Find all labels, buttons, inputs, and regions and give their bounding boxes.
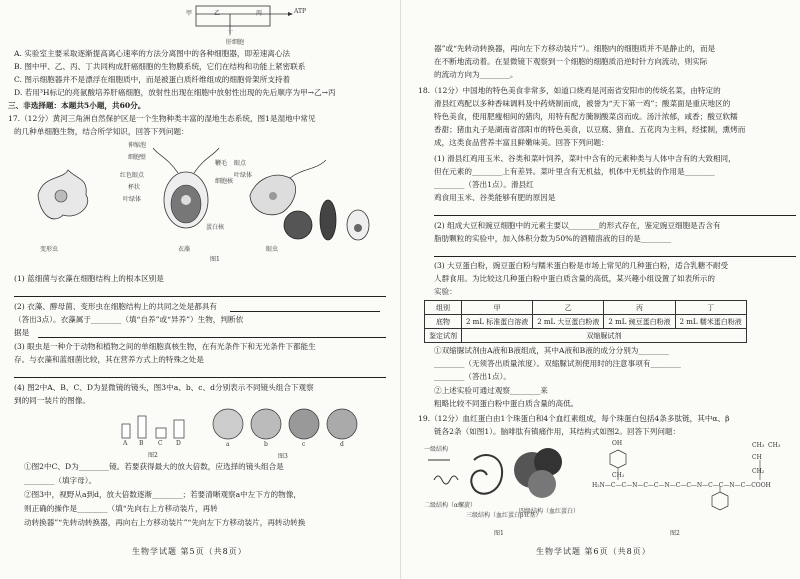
group-ch: CH: [752, 454, 762, 461]
left-footer: 生物学试题 第5页（共8页）: [132, 547, 247, 556]
lens-illustration: [118, 410, 198, 444]
q19-stem-1: 19.（12分）血红蛋白由1个珠蛋白和4个血红素组成，每个珠蛋白包括4条多肽链，其中α、β: [418, 414, 730, 423]
part-label-cell-wall: 细胞壁: [128, 154, 147, 161]
answer-blank-q18-2[interactable]: [434, 256, 796, 257]
paramecium-drawing: [320, 200, 336, 240]
amoeba-drawing: [38, 170, 88, 219]
view-label-a: a: [226, 441, 230, 448]
option-d: D. 若用³H标记的亮氨酸培养肝癌细胞，放射性出现在细胞中放射性出现的先后顺序为甲→乙→丙: [14, 88, 336, 97]
lens-label-d: D: [176, 440, 181, 447]
lens-label-b: B: [139, 440, 144, 447]
part-label-chloroplast: 叶绿体: [123, 196, 142, 203]
q18-stem-2: 滑县红鸡配以多种香味调料及中药烧制而成，被誉为“天下第一鸡”；酸菜面是重庆地区的: [434, 99, 731, 108]
page-fold: [400, 0, 401, 579]
lens-figure: [118, 410, 198, 458]
q17-2-c: 据是: [14, 328, 30, 337]
organelle-pathway-figure: [176, 4, 316, 46]
table-cell: 底物: [425, 315, 462, 329]
q17-3-b: 存。与衣藻和蓝细菌比较，其在营养方式上的特殊之处是: [14, 355, 204, 364]
q18-3-1c: ________（答出1点）。: [434, 372, 511, 381]
q18-1-b: 但在元素的________上有差异。菜叶里含有无机盐，机体中无机盐的作用是________: [434, 167, 715, 176]
q17-4-1b: ________（填字母）。: [24, 476, 97, 485]
organisms-illustration: [28, 140, 373, 252]
part-label-pyrenoid: 蛋白核: [206, 224, 225, 231]
table-cell: 丙: [604, 301, 675, 315]
table-row: [425, 315, 747, 329]
microscope-views-figure: [212, 406, 362, 458]
table-row: [425, 329, 747, 343]
table-cell: 2 mL 标准蛋白溶液: [462, 315, 533, 329]
view-label-d: d: [340, 441, 344, 448]
pathway-label-ding: 丁: [227, 30, 234, 37]
pathway-output: ATP: [294, 8, 307, 15]
left-page: [0, 0, 390, 579]
q18-1-d: 鸡食用玉米、谷类能够有肥的原因是: [434, 193, 556, 202]
q18-3-b: 人群食用。为比较这几种蛋白粉中蛋白质含量的高低，某兴趣小组设置了如表所示的: [434, 274, 715, 283]
group-ch2-b: CH₂: [752, 468, 765, 475]
q17-4-b: 到的同一装片的图像。: [14, 396, 90, 405]
right-footer: 生物学试题 第6页（共8页）: [536, 547, 651, 556]
table-cell: 甲: [462, 301, 533, 315]
group-ch3-a: CH₃: [752, 442, 765, 449]
organism-label-amoeba: 变形虫: [40, 246, 59, 253]
hb-label-secondary: 二级结构（α螺旋）: [424, 502, 477, 509]
views-illustration: [212, 406, 362, 444]
answer-blank-q17-1[interactable]: [14, 296, 386, 297]
q17-4-2c: 动转换器”“先转动转换器，再向右上方移动装片”“先向左下方移动装片，再转动转换: [24, 518, 306, 527]
chlamydomonas-drawing: [153, 148, 219, 228]
answer-blank-q18-1[interactable]: [434, 215, 796, 216]
table-cell: 组别: [425, 301, 462, 315]
q18-1-a: (1) 滑县红鸡用玉米、谷类和菜叶饲养，菜叶中含有的元素种类与人体中含有的大致相同，: [434, 154, 736, 163]
lens-label-a: A: [123, 440, 128, 447]
q18-3-2a: ②上述实验可通过观察________来: [434, 386, 548, 395]
organisms-figure: [28, 140, 373, 262]
q17-cont-1: 器”或“先转动转换器，再向左下方移动装片”）。细胞内的细胞质并不是静止的，而是: [434, 44, 716, 53]
q18-3-1b: ________（无须答出质量浓度）。双缩脲试剂使用时的注意事项有________: [434, 359, 681, 368]
table-cell: 2 mL 豌豆蛋白粉液: [604, 315, 675, 329]
table-cell: 2 mL 大豆蛋白粉液: [533, 315, 604, 329]
pathway-caption: 肝细胞: [226, 39, 245, 46]
quaternary-structure: [514, 448, 562, 498]
view-label-c: c: [302, 441, 306, 448]
q17-stem-1: 17.（12分）黄河三角洲自然保护区是一个生物种类丰富的湿地生态系统，图1是湿地中常见: [8, 114, 316, 123]
q17-2-b: （答出3点）。衣藻属于________（填“自养”或“异养”）生物，判断依: [14, 315, 244, 324]
cyanobacteria-drawing: [284, 211, 312, 239]
q18-stem-4: 香甜；猪血丸子是湖南省邵阳市的特色美食，以豆腐、猪血、五花肉为主料，经揉制，熏烤而: [434, 125, 746, 134]
q17-4-1a: ①图2中C、D为________镜。若要获得最大的放大倍数，应选择的镜头组合是: [24, 462, 284, 471]
view-label-b: b: [264, 441, 268, 448]
q18-2-a: (2) 组成大豆和豌豆细胞中的元素主要以________的形式存在，鉴定豌豆细胞是否含有: [434, 221, 721, 230]
q19-stem-2: 链各2条（如图1）。脑啡肽有镇痛作用，其结构式如图2。回答下列问题：: [434, 427, 681, 436]
table-cell: 2 mL 糯米蛋白粉液: [675, 315, 746, 329]
q17-4-a: (4) 图2中A、B、C、D为显微镜的镜头，图3中a、b、c、d分别表示不同镜头组合下观察: [14, 383, 314, 392]
figure2-caption: 图2: [148, 452, 158, 459]
q18-3-1a: ①双缩脲试剂由A液和B液组成，其中A液和B液的成分分别为________: [434, 346, 669, 355]
part-label-flagellum: 鞭毛: [215, 160, 228, 167]
enkephalin-figure: [590, 440, 795, 540]
yeast-drawing: [347, 210, 369, 240]
pathway-label-bing: 丙: [256, 10, 263, 17]
answer-blank-q17-2c[interactable]: [38, 337, 386, 338]
pathway-label-jia: 甲: [186, 10, 193, 17]
experiment-table: [424, 300, 747, 343]
q17-stem-2: 的几种单细胞生物，结合所学知识，回答下列问题：: [14, 127, 189, 136]
group-oh: OH: [612, 440, 623, 447]
organism-label-chlamydomonas: 衣藻: [178, 246, 191, 253]
enkephalin-structure: [590, 440, 795, 520]
q18-3-2b: 粗略比较不同蛋白粉中蛋白质含量的高低。: [434, 399, 579, 408]
pathway-label-yi: 乙: [214, 10, 221, 17]
q18-3-c: 实验：: [434, 287, 457, 296]
table-cell: 乙: [533, 301, 604, 315]
q17-3-a: (3) 眼虫是一种介于动物和植物之间的单细胞真核生物，在有光条件下和无光条件下都能生: [14, 342, 316, 351]
q17-4-2a: ②图3中，视野从a到d，放大倍数逐渐________；若要清晰观察a中左下方的物像，: [24, 490, 301, 499]
part-label-cup-shaped: 杯状: [128, 184, 141, 191]
euglena-drawing: [250, 160, 326, 215]
answer-blank-q17-3[interactable]: [14, 377, 386, 378]
hb-label-quaternary: 四级结构（血红蛋白）: [519, 508, 580, 515]
part-label-chloroplast-euglena: 叶绿体: [234, 172, 253, 179]
table-cell: 丁: [675, 301, 746, 315]
q18-3-a: (3) 大豆蛋白粉，豌豆蛋白粉与糯米蛋白粉是市场上常见的几种蛋白粉，适合乳糖不耐受: [434, 261, 729, 270]
option-b: B. 图中甲、乙、丙、丁共同构成肝癌细胞的生物膜系统，它们在结构和功能上紧密联系: [14, 62, 306, 71]
hb-label-tertiary: 三级结构（血红蛋白β亚基）: [466, 512, 542, 519]
table-header-row: [425, 301, 747, 315]
part-label-nucleus: 细胞核: [215, 178, 234, 185]
option-a: A. 实验室主要采取逐渐提高离心速率的方法分离图中的各种细胞器，即差速离心法: [14, 49, 291, 58]
part-label-eyespot-euglena: 眼点: [234, 160, 247, 167]
peptide-backbone: H₂N—C—C—N—C—C—N—C—C—N—C—C—N—C—COOH: [592, 482, 771, 489]
q17-4-2b: 则正确的操作是________（填“先向右上方移动装片，再转: [24, 504, 218, 513]
organism-label-euglena: 眼虫: [266, 246, 279, 253]
right-page: [410, 0, 800, 579]
q18-stem-3: 特色美食，使用肥瘦相间的猪肉，用特有配方腌制酸菜卤而成。汤汁浓郁，咸香；酸豆软糯: [434, 112, 738, 121]
q17-1: (1) 蓝细菌与衣藻在细胞结构上的根本区别是: [14, 274, 164, 283]
hb-label-primary: 一级结构: [424, 446, 449, 453]
part-label-contractile-vacuole: 伸缩泡: [128, 142, 147, 149]
table-cell: 鉴定试剂: [425, 329, 462, 343]
q17-cont-3: 的流动方向为________。: [434, 70, 518, 79]
section-heading: 三、非选择题：本题共5小题，共60分。: [8, 101, 146, 110]
enk-figure-caption: 图2: [670, 530, 680, 537]
q17-cont-2: 在不断地流动着。在显微镜下观察到一个细胞的细胞质沿逆时针方向流动，则实际: [434, 57, 708, 66]
answer-blank-q17-2a[interactable]: [230, 311, 380, 312]
q17-2-a: (2) 衣藻、酵母菌、变形虫在细胞结构上的共同之处是都具有: [14, 302, 218, 311]
q18-1-c: ________（答出1点）。滑县红: [434, 180, 534, 189]
option-c: C. 图示细胞器并不是漂浮在细胞质中，而是被蛋白质纤维组成的细胞骨架所支持着: [14, 75, 291, 84]
q18-2-b: 脂肪颗粒的实验中，加入体积分数为50%的酒精溶液的目的是________: [434, 234, 672, 243]
figure3-caption: 图3: [278, 453, 288, 460]
table-cell: 双缩脲试剂: [462, 329, 747, 343]
hb-figure-caption: 图1: [494, 530, 504, 537]
part-label-eyespot: 红色眼点: [120, 172, 145, 179]
hemoglobin-figure: [424, 440, 584, 540]
lens-label-c: C: [158, 440, 163, 447]
q18-stem-5: 成，这类食品营养丰富且鲜嫩味美。回答下列问题：: [434, 138, 609, 147]
q18-stem-1: 18.（12分）中国地的特色美食非常多，如道口烧鸡是河南省安阳市的传统名菜，由特定的: [418, 86, 721, 95]
group-ch2-a: CH₂: [612, 472, 625, 479]
figure1-caption: 图1: [210, 256, 220, 263]
group-ch3-b: CH₃: [768, 442, 781, 449]
